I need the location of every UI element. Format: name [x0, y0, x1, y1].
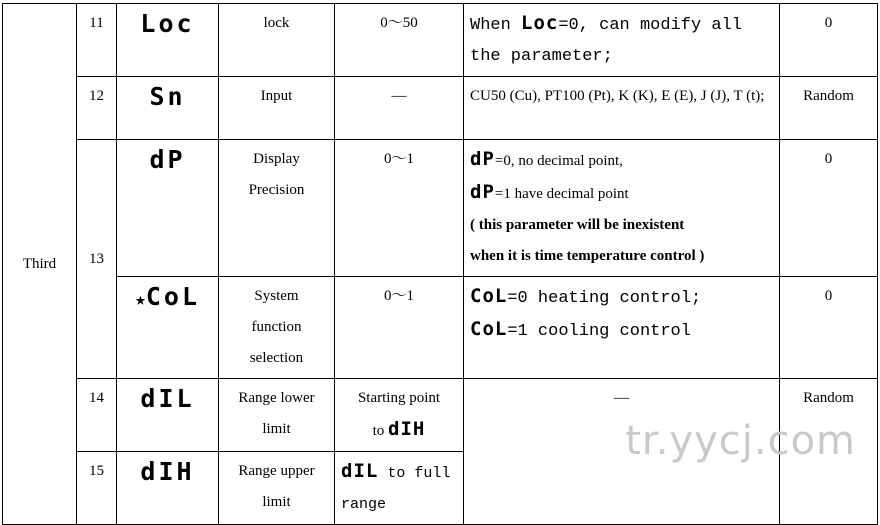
param-default: 0 — [780, 140, 878, 277]
row-number: 14 — [77, 379, 117, 452]
param-description: When Loc=0, can modify all the parameter; — [464, 4, 780, 77]
param-range: Starting point to dIH — [335, 379, 464, 452]
row-number: 11 — [77, 4, 117, 77]
param-code: dIL — [140, 384, 195, 413]
param-default: 0 — [780, 277, 878, 379]
param-description: — — [464, 379, 780, 525]
param-name: System function selection — [219, 277, 335, 379]
param-description: dP=0, no decimal point, dP=1 have decimal point ( this parameter will be inexistent when it is time temperature control ) — [464, 140, 780, 277]
row-number: 13 — [77, 140, 117, 379]
param-range: 0～1 — [335, 277, 464, 379]
param-code: dP — [149, 145, 186, 174]
param-default: 0 — [780, 4, 878, 77]
param-code: dIH — [140, 457, 195, 486]
param-name: Input — [219, 77, 335, 140]
param-description: CU50 (Cu), PT100 (Pt), K (K), E (E), J (J), T (t); — [464, 77, 780, 140]
table-row — [3, 4, 878, 77]
row-number: 15 — [77, 452, 117, 525]
param-code: ★CoL — [135, 282, 200, 311]
table-row — [3, 277, 878, 379]
table-row — [3, 77, 878, 140]
param-range: dIL to full range — [335, 452, 464, 525]
watermark: tr.yycj.com — [625, 418, 856, 464]
param-default: Random — [780, 379, 878, 525]
row-number: 12 — [77, 77, 117, 140]
param-name: Range lower limit — [219, 379, 335, 452]
param-code: Loc — [140, 9, 195, 38]
param-range: — — [335, 77, 464, 140]
param-code: Sn — [149, 82, 186, 111]
table-row — [3, 140, 878, 277]
star-icon: ★ — [135, 289, 146, 310]
param-name: Display Precision — [219, 140, 335, 277]
param-name: Range upper limit — [219, 452, 335, 525]
section-label: Third — [3, 4, 77, 525]
param-name: lock — [219, 4, 335, 77]
param-range: 0～1 — [335, 140, 464, 277]
param-default: Random — [780, 77, 878, 140]
param-range: 0～50 — [335, 4, 464, 77]
param-description: CoL=0 heating control; CoL=1 cooling control — [464, 277, 780, 379]
desc-code: Loc — [521, 12, 559, 34]
